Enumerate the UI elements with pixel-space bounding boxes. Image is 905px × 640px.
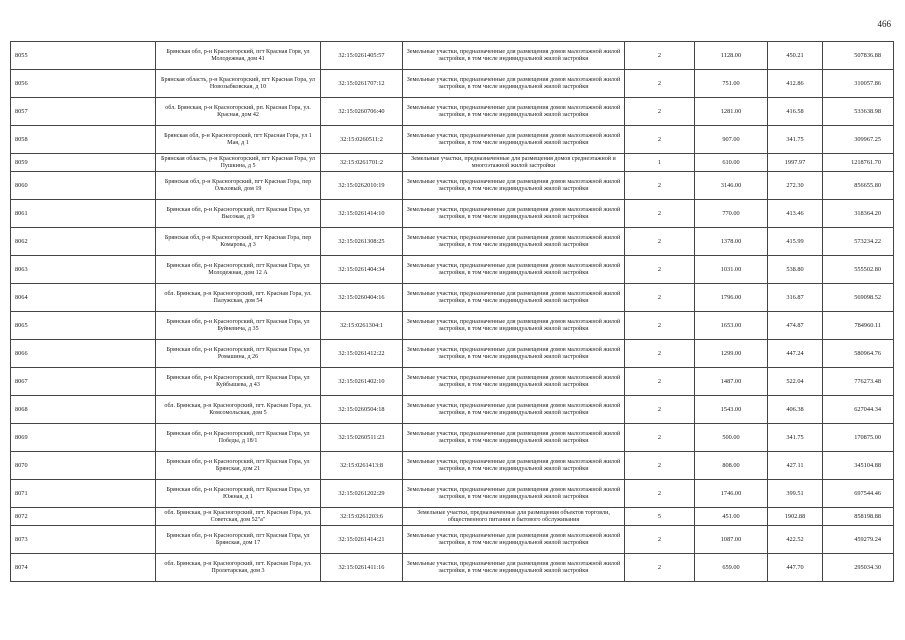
cadastral-number-cell: 32:15:0261308:25 (321, 228, 403, 256)
cadastral-value-cell: 507836.88 (823, 42, 894, 70)
group-cell: 2 (625, 200, 695, 228)
row-number: 8055 (11, 42, 156, 70)
unit-value-cell: 427.11 (768, 452, 823, 480)
address-cell: Брянская область, р-н Красногорский, пгт Красная Гора, ул Новозыбковская, д 10 (156, 70, 321, 98)
area-cell: 610.00 (695, 154, 768, 172)
unit-value-cell: 416.58 (768, 98, 823, 126)
table-row (11, 126, 894, 154)
cadastral-value-cell: 310057.86 (823, 70, 894, 98)
cadastral-number-cell: 32:15:0261202:29 (321, 480, 403, 508)
row-number: 8066 (11, 340, 156, 368)
row-number: 8061 (11, 200, 156, 228)
unit-value-cell: 450.21 (768, 42, 823, 70)
unit-value-cell: 538.80 (768, 256, 823, 284)
cadastral-number-cell: 32:15:0261405:57 (321, 42, 403, 70)
table-row (11, 312, 894, 340)
area-cell: 659.00 (695, 554, 768, 582)
table-row (11, 396, 894, 424)
area-cell: 770.00 (695, 200, 768, 228)
cadastral-number-cell: 32:15:0260511:2 (321, 126, 403, 154)
table-row (11, 42, 894, 70)
unit-value-cell: 341.75 (768, 126, 823, 154)
table-row (11, 526, 894, 554)
cadastral-value-cell: 1218761.70 (823, 154, 894, 172)
cadastral-value-cell: 318364.20 (823, 200, 894, 228)
cadastral-value-cell: 533638.98 (823, 98, 894, 126)
table-row (11, 98, 894, 126)
cadastral-number-cell: 32:15:0261414:10 (321, 200, 403, 228)
group-cell: 2 (625, 396, 695, 424)
address-cell: Брянская обл, р-н Красногорский, пгт Красная Гора, пер Комарова, д 3 (156, 228, 321, 256)
area-cell: 1128.00 (695, 42, 768, 70)
cadastral-value-cell: 345104.88 (823, 452, 894, 480)
table-row (11, 480, 894, 508)
group-cell: 2 (625, 480, 695, 508)
cadastral-number-cell: 32:15:0261402:10 (321, 368, 403, 396)
row-number: 8067 (11, 368, 156, 396)
address-cell: Брянская обл, р-н Красногорский, пгт Красная Гора, ул Молодежная, дом 12 А (156, 256, 321, 284)
table-row (11, 452, 894, 480)
address-cell: обл. Брянская, р-н Красногорский, рп. Красная Гора, ул. Красная, дом 42 (156, 98, 321, 126)
group-cell: 2 (625, 526, 695, 554)
unit-value-cell: 399.51 (768, 480, 823, 508)
group-cell: 2 (625, 228, 695, 256)
cadastral-value-cell: 555502.80 (823, 256, 894, 284)
unit-value-cell: 522.04 (768, 368, 823, 396)
cadastral-value-cell: 459279.24 (823, 526, 894, 554)
group-cell: 2 (625, 42, 695, 70)
group-cell: 1 (625, 154, 695, 172)
group-cell: 2 (625, 312, 695, 340)
row-number: 8073 (11, 526, 156, 554)
row-number: 8060 (11, 172, 156, 200)
cadastral-value-cell: 309967.25 (823, 126, 894, 154)
area-cell: 1031.00 (695, 256, 768, 284)
table-row (11, 200, 894, 228)
cadastral-value-cell: 295034.30 (823, 554, 894, 582)
cadastral-value-cell: 627044.34 (823, 396, 894, 424)
table-row (11, 228, 894, 256)
cadastral-value-cell: 776273.48 (823, 368, 894, 396)
table-row (11, 508, 894, 526)
land-use-cell: Земельные участки, предназначенные для размещения домов малоэтажной жилой застройки, в том числе индивидуальной жилой застройки (403, 480, 625, 508)
row-number: 8068 (11, 396, 156, 424)
land-use-cell: Земельные участки, предназначенные для размещения домов малоэтажной жилой застройки, в том числе индивидуальной жилой застройки (403, 396, 625, 424)
address-cell: Брянская обл, р-н Красногорский, пгт Красная Гора, ул Буйневича, д 35 (156, 312, 321, 340)
address-cell: Брянская обл, р-н Красногорский, пгт Красная Гора, ул 1 Мая, д 1 (156, 126, 321, 154)
unit-value-cell: 1997.97 (768, 154, 823, 172)
group-cell: 2 (625, 126, 695, 154)
area-cell: 1746.00 (695, 480, 768, 508)
unit-value-cell: 415.99 (768, 228, 823, 256)
row-number: 8059 (11, 154, 156, 172)
area-cell: 751.00 (695, 70, 768, 98)
group-cell: 2 (625, 424, 695, 452)
row-number: 8070 (11, 452, 156, 480)
address-cell: обл. Брянская, р-н Красногорский, пгт. Красная Гора, ул. Палужская, дом 54 (156, 284, 321, 312)
row-number: 8069 (11, 424, 156, 452)
table-row (11, 70, 894, 98)
group-cell: 2 (625, 70, 695, 98)
group-cell: 2 (625, 172, 695, 200)
group-cell: 2 (625, 554, 695, 582)
land-use-cell: Земельные участки, предназначенные для размещения домов малоэтажной жилой застройки, в том числе индивидуальной жилой застройки (403, 98, 625, 126)
land-use-cell: Земельные участки, предназначенные для размещения домов малоэтажной жилой застройки, в том числе индивидуальной жилой застройки (403, 526, 625, 554)
unit-value-cell: 412.86 (768, 70, 823, 98)
row-number: 8065 (11, 312, 156, 340)
area-cell: 3146.00 (695, 172, 768, 200)
land-use-cell: Земельные участки, предназначенные для размещения домов малоэтажной жилой застройки, в том числе индивидуальной жилой застройки (403, 200, 625, 228)
row-number: 8071 (11, 480, 156, 508)
address-cell: Брянская обл, р-н Красногорский, пгт Красная Гора, ул Куйбышева, д 43 (156, 368, 321, 396)
table-row (11, 554, 894, 582)
cadastral-number-cell: 32:15:0262010:19 (321, 172, 403, 200)
land-use-cell: Земельные участки, предназначенные для размещения домов малоэтажной жилой застройки, в том числе индивидуальной жилой застройки (403, 554, 625, 582)
area-cell: 1087.00 (695, 526, 768, 554)
cadastral-value-cell: 858198.88 (823, 508, 894, 526)
cadastral-number-cell: 32:15:0261411:16 (321, 554, 403, 582)
unit-value-cell: 1902.88 (768, 508, 823, 526)
cadastral-number-cell: 32:15:0260504:18 (321, 396, 403, 424)
address-cell: Брянская обл, р-н Красногорский, пгт Красная Гора, пер Ольховый, дом 19 (156, 172, 321, 200)
land-use-cell: Земельные участки, предназначенные для размещения домов малоэтажной жилой застройки, в том числе индивидуальной жилой застройки (403, 70, 625, 98)
address-cell: обл. Брянская, р-н Красногорский, пгт. Красная Гора, ул. Пролетарская, дом 3 (156, 554, 321, 582)
cadastral-value-cell: 580964.76 (823, 340, 894, 368)
cadastral-value-cell: 697544.46 (823, 480, 894, 508)
area-cell: 1378.00 (695, 228, 768, 256)
registry-table (10, 41, 894, 582)
area-cell: 907.00 (695, 126, 768, 154)
area-cell: 451.00 (695, 508, 768, 526)
land-use-cell: Земельные участки, предназначенные для размещения домов малоэтажной жилой застройки, в том числе индивидуальной жилой застройки (403, 368, 625, 396)
cadastral-number-cell: 32:15:0261304:1 (321, 312, 403, 340)
address-cell: Брянская обл, р-н Красногорский, пгт Красная Гора, ул Южная, д 1 (156, 480, 321, 508)
cadastral-number-cell: 32:15:0261203:6 (321, 508, 403, 526)
address-cell: Брянская обл, р-н Красногорский, пгт Красная Гора, ул Высокая, д 9 (156, 200, 321, 228)
address-cell: Брянская область, р-н Красногорский, пгт Красная Гора, ул Пушкина, д 5 (156, 154, 321, 172)
land-use-cell: Земельные участки, предназначенные для размещения объектов торговли, общественного питания и бытового обслуживания (403, 508, 625, 526)
table-row (11, 368, 894, 396)
row-number: 8072 (11, 508, 156, 526)
land-use-cell: Земельные участки, предназначенные для размещения домов малоэтажной жилой застройки, в том числе индивидуальной жилой застройки (403, 424, 625, 452)
table-row (11, 154, 894, 172)
group-cell: 5 (625, 508, 695, 526)
group-cell: 2 (625, 284, 695, 312)
address-cell: Брянская обл, р-н Красногорский, пгт Красная Гора, ул Брянская, дом 17 (156, 526, 321, 554)
area-cell: 808.00 (695, 452, 768, 480)
cadastral-value-cell: 170875.00 (823, 424, 894, 452)
group-cell: 2 (625, 256, 695, 284)
address-cell: Брянская обл, р-н Красногорский, пгт Красная Гора, ул Победы, д 18/1 (156, 424, 321, 452)
group-cell: 2 (625, 452, 695, 480)
land-use-cell: Земельные участки, предназначенные для размещения домов среднеэтажной и многоэтажной жилой застройки (403, 154, 625, 172)
cadastral-number-cell: 32:15:0260511:23 (321, 424, 403, 452)
land-use-cell: Земельные участки, предназначенные для размещения домов малоэтажной жилой застройки, в том числе индивидуальной жилой застройки (403, 284, 625, 312)
row-number: 8062 (11, 228, 156, 256)
land-use-cell: Земельные участки, предназначенные для размещения домов малоэтажной жилой застройки, в том числе индивидуальной жилой застройки (403, 42, 625, 70)
unit-value-cell: 474.87 (768, 312, 823, 340)
cadastral-value-cell: 569098.52 (823, 284, 894, 312)
cadastral-number-cell: 32:15:0261404:34 (321, 256, 403, 284)
cadastral-number-cell: 32:15:0260706:40 (321, 98, 403, 126)
land-use-cell: Земельные участки, предназначенные для размещения домов малоэтажной жилой застройки, в том числе индивидуальной жилой застройки (403, 126, 625, 154)
cadastral-value-cell: 856655.80 (823, 172, 894, 200)
unit-value-cell: 422.52 (768, 526, 823, 554)
address-cell: Брянская обл, р-н Красногорский, пгт Красная Гора, ул Брянская, дом 21 (156, 452, 321, 480)
unit-value-cell: 447.70 (768, 554, 823, 582)
area-cell: 500.00 (695, 424, 768, 452)
area-cell: 1281.00 (695, 98, 768, 126)
area-cell: 1487.00 (695, 368, 768, 396)
unit-value-cell: 341.75 (768, 424, 823, 452)
registry-body (11, 42, 894, 582)
unit-value-cell: 413.46 (768, 200, 823, 228)
area-cell: 1299.00 (695, 340, 768, 368)
cadastral-number-cell: 32:15:0260404:16 (321, 284, 403, 312)
table-row (11, 256, 894, 284)
cadastral-number-cell: 32:15:0261412:22 (321, 340, 403, 368)
row-number: 8074 (11, 554, 156, 582)
land-use-cell: Земельные участки, предназначенные для размещения домов малоэтажной жилой застройки, в том числе индивидуальной жилой застройки (403, 172, 625, 200)
area-cell: 1796.00 (695, 284, 768, 312)
address-cell: обл. Брянская, р-н Красногорский, пгт. Красная Гора, ул. Комсомольская, дом 5 (156, 396, 321, 424)
cadastral-value-cell: 784960.11 (823, 312, 894, 340)
land-use-cell: Земельные участки, предназначенные для размещения домов малоэтажной жилой застройки, в том числе индивидуальной жилой застройки (403, 256, 625, 284)
land-use-cell: Земельные участки, предназначенные для размещения домов малоэтажной жилой застройки, в том числе индивидуальной жилой застройки (403, 452, 625, 480)
address-cell: обл. Брянская, р-н Красногорский, пгт. Красная Гора, ул. Советская, дом 52"а" (156, 508, 321, 526)
group-cell: 2 (625, 98, 695, 126)
cadastral-value-cell: 573234.22 (823, 228, 894, 256)
area-cell: 1653.00 (695, 312, 768, 340)
unit-value-cell: 447.24 (768, 340, 823, 368)
area-cell: 1543.00 (695, 396, 768, 424)
address-cell: Брянская обл, р-н Красногорский, пгт Красная Гора, ул Ромашина, д 26 (156, 340, 321, 368)
cadastral-number-cell: 32:15:0261413:8 (321, 452, 403, 480)
row-number: 8057 (11, 98, 156, 126)
page-number: 466 (877, 19, 891, 29)
cadastral-number-cell: 32:15:0261707:12 (321, 70, 403, 98)
row-number: 8063 (11, 256, 156, 284)
table-row (11, 424, 894, 452)
row-number: 8064 (11, 284, 156, 312)
unit-value-cell: 406.38 (768, 396, 823, 424)
land-use-cell: Земельные участки, предназначенные для размещения домов малоэтажной жилой застройки, в том числе индивидуальной жилой застройки (403, 312, 625, 340)
unit-value-cell: 272.30 (768, 172, 823, 200)
cadastral-number-cell: 32:15:0261414:21 (321, 526, 403, 554)
row-number: 8056 (11, 70, 156, 98)
cadastral-number-cell: 32:15:0261701:2 (321, 154, 403, 172)
land-use-cell: Земельные участки, предназначенные для размещения домов малоэтажной жилой застройки, в том числе индивидуальной жилой застройки (403, 228, 625, 256)
unit-value-cell: 316.87 (768, 284, 823, 312)
row-number: 8058 (11, 126, 156, 154)
group-cell: 2 (625, 368, 695, 396)
group-cell: 2 (625, 340, 695, 368)
table-row (11, 172, 894, 200)
table-row (11, 284, 894, 312)
table-row (11, 340, 894, 368)
address-cell: Брянская обл, р-н Красногорский, пгт Красная Горя, ул Молодежная, дом 41 (156, 42, 321, 70)
land-use-cell: Земельные участки, предназначенные для размещения домов малоэтажной жилой застройки, в том числе индивидуальной жилой застройки (403, 340, 625, 368)
